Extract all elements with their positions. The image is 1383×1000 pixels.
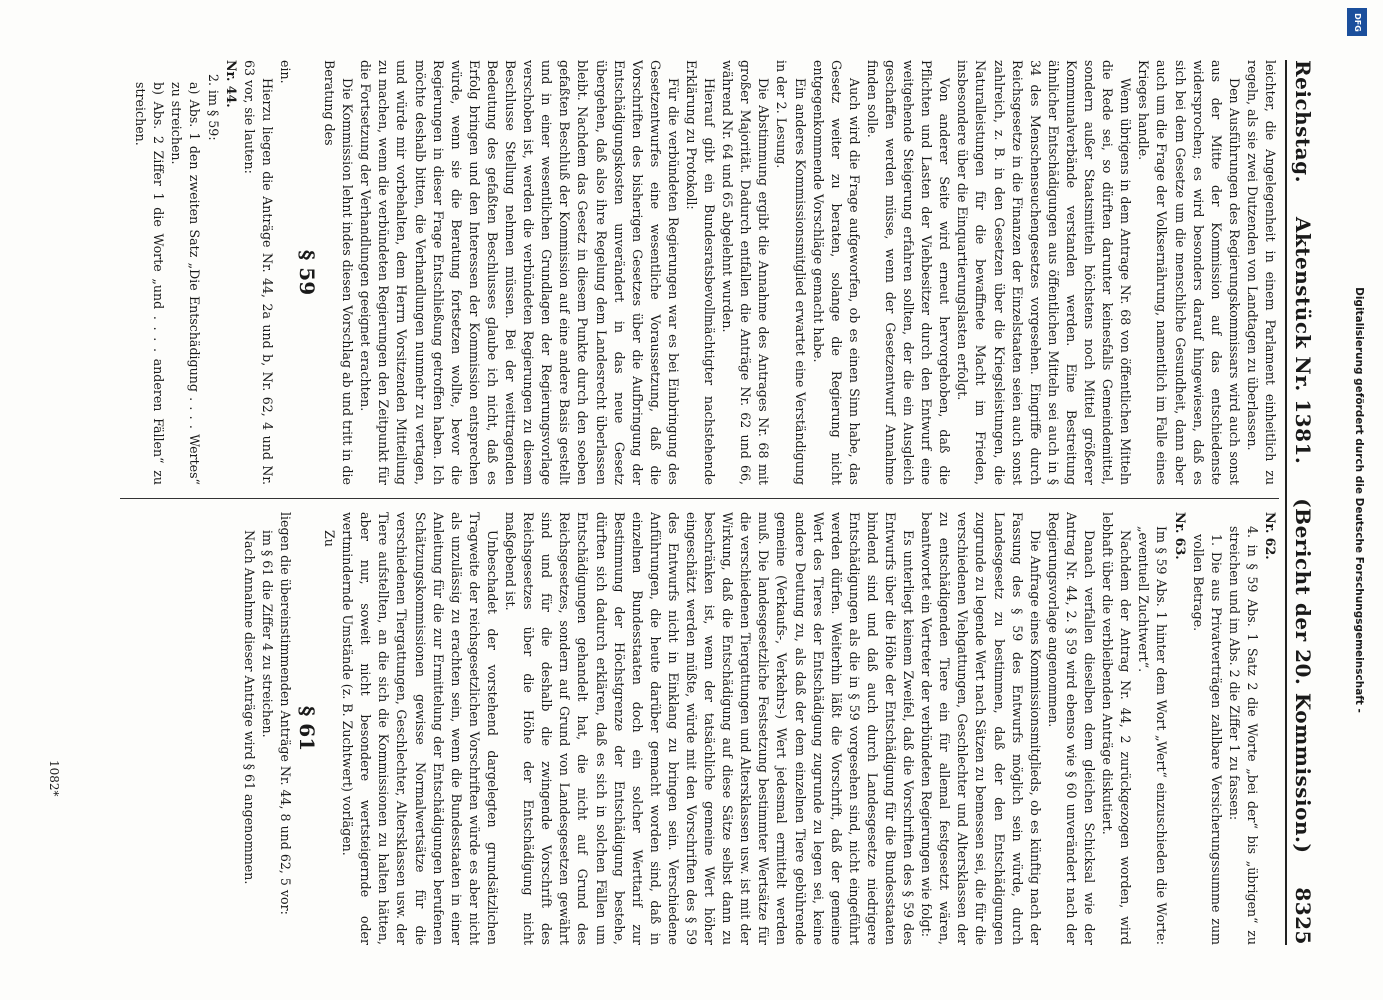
paragraph: Danach verfallen dieselben dem gleichen Schicksal wie der Antrag Nr. 44, 2. § 59 wird ebenso wie § 60 unverändert nach der Regierungsvorlage angenommen. xyxy=(1045,512,1098,945)
header-left: Reichstag. xyxy=(1291,60,1315,184)
header-right-title: (Bericht der 20. Kommission.) xyxy=(1291,498,1315,854)
paragraph: Die Anfrage eines Kommissionsmitglieds, ob es künftig nach der Fassung des § 59 des Entwurfs möglich sein würde, durch Landesgesetz zu bestimmen, daß der den Entschädigungen zugrunde zu legende Wert nach Sätzen zu bemessen sei, die für die verschiedenen Viehgattungen, Geschlechter und Altersklassen der zu entschädigenden Tiere ein für allemal festgesetzt wären, beantwortet ein Vertreter der verbündeten Regierungen wie folgt: xyxy=(919,512,1043,945)
paragraph: Die Kommission lehnt indes diesen Vorschlag ab und tritt in die Beratung des xyxy=(322,60,356,485)
paragraph: Es unterliegt keinem Zweifel, daß die Vorschriften des § 59 des Entwurfs über die Höhe der Entschädigung für die Bundesstaaten bindend sind und daß auch durch Landesgesetze niedrigere Entschädigungen als die in § 59 vorgesehen sind, nicht eingeführt werden dürfen. Weiterhin läßt die Vorschrift, daß der gemeine Wert des Tieres der Entschädigung zugrunde zu legen sei, keine andere Deutung zu, als daß der dem einzelnen Tiere gebührende gemeine (Verkaufs-, Verkehrs-) Wert jedesmal ermittelt werden muß. Die landesgesetzliche Festsetzung bestimmter Wertsätze für die verschiedenen Tiergattungen und Altersklassen usw. ist mit der Wirkung, daß die Entschädigung auf diese Sätze selbst dann zu beschränken ist, wenn der tatsächliche gemeine Wert höher eingeschätzt werden müßte, würde mit den Vorschriften des § 59 des Entwurfs nicht in Einklang zu bringen sein. Verschiedene Anführungen, die heute darüber gemacht worden sind, daß in einzelnen Bundesstaaten doch ein solcher Werttarif zur Bestimmung der Höchstgrenze der Entschädigung bestehe, dürften sich dadurch erklären, daß es sich in solchen Fällen um Entschädigungen gehandelt hat, die nicht auf Grund des Reichsgesetzes, sondern auf Grund von Landesgesetzen gewährt sind und für die deshalb die zwingende Vorschrift des Reichsgesetzes über die Höhe der Entschädigung nicht maßgebend ist. xyxy=(503,512,917,945)
motion-item: im § 61 die Ziffer 4 zu streichen. xyxy=(259,530,275,738)
paragraph: Nachdem der Antrag Nr. 44, 2 zurückgezogen worden, wird lebhaft über die verbleibenden Anträge diskutiert. xyxy=(1100,512,1134,945)
paragraph: Von anderer Seite wird erneut hervorgehoben, daß die Pflichten und Lasten der Viehbesitzer durch den Entwurf eine weitgehende Steigerung erfahren sollten, der die ein Ausgleich geschaffen werden müsse, wenn der Gesetzentwurf Annahme finden solle. xyxy=(864,60,953,485)
page-number: 8325 xyxy=(1291,887,1315,945)
digitization-note-text: Digitalisierung gefördert durch die Deutsche Forschungsgemeinschaft - xyxy=(1353,287,1365,713)
paragraph: Hierzu liegen die Anträge Nr. 44, 2a und b, Nr. 62, 4 und Nr. 63 vor, sie lauten: xyxy=(241,60,275,485)
motion-number: Nr. 62. xyxy=(1263,512,1278,560)
dfg-logo: DFG xyxy=(1347,8,1367,36)
column-divider xyxy=(120,498,1279,499)
paragraph: Auch wird die Frage aufgeworfen, ob es einen Sinn habe, das Gesetz weiter zu beraten, solange die Regierung nicht entgegenkommende Vorschläge gemacht habe. xyxy=(810,60,862,485)
page-header xyxy=(1285,60,1321,945)
paragraph: Wenn übrigens in dem Antrage Nr. 68 von öffentlichen Mitteln die Rede sei, so dürften darunter keinesfalls Gemeindemittel, sondern außer Staatsmitteln höchstens noch Mittel größerer Kommunalverbände verstanden werden. Eine Bestreitung ähnlicher Entschädigungen aus öffentlichen Mitteln sei auch in § 34 des Menschenseuchengesetzes vorgesehen. Eingriffe durch Reichsgesetze in die Finanzen der Einzelstaaten seien auch sonst zahlreich, z. B. in den Gesetzen über die Kriegsleistungen, die Naturalleistungen für die bewaffnete Macht im Frieden, insbesondere über die Einquartierungslasten erfolgt. xyxy=(955,60,1134,485)
paragraph: Zu xyxy=(322,530,338,547)
digitization-note xyxy=(1345,15,1373,985)
motion-item: 2. im § 59: xyxy=(205,74,221,141)
header-rule xyxy=(1285,60,1287,945)
right-column xyxy=(70,512,1279,945)
motion-item: 4. in § 59 Abs. 1 Satz 2 die Worte „bei der“ bis „übrigen“ zu streichen und im Abs. 2 die Ziffer 1 zu fassen: xyxy=(1226,526,1260,945)
motion-item: 1. Die aus Privatverträgen zahlbare Versicherungssumme zum vollen Betrage. xyxy=(1190,534,1224,945)
paragraph: Unbeschadet der vorstehend dargelegten grundsätzlichen Tragweite der reichsgesetzlichen Vorschriften würde es aber nicht als unzulässig zu erachten sein, wenn die Bundesstaaten in einer Anleitung für die zur Ermittelung der Entschädigungen berufenen Schätzungskommissionen gewisse Normalwertsätze für die verschiedenen Tiergattungen, Geschlechter, Altersklassen usw. der Tiere aufstellten, an die sich die Kommissionen zu halten hätten, aber nur, soweit nicht besondere wertsteigernde oder wertmindernde Umstände (z. B. Zuchtwert) vorlägen. xyxy=(340,512,500,945)
paragraph: Ein anderes Kommissionsmitglied erwartet eine Verständigung in der 2. Lesung. xyxy=(774,60,808,485)
motion-item: Im § 59 Abs. 1 hinter dem Wort „Wert“ einzuschieden die Worte: „eventuell Zuchtwert“. xyxy=(1136,526,1170,945)
section-heading-59: § 59 xyxy=(295,249,320,296)
paragraph: Die Abstimmung ergibt die Annahme des Antrages Nr. 68 mit großer Majorität. Dadurch entfallen die Anträge Nr. 62 und 66, während Nr. 64 und 65 abgelehnt wurden. xyxy=(720,60,772,485)
section-heading-61: § 61 xyxy=(295,705,320,752)
motion-item: b) Abs. 2 Ziffer 1 die Worte „und . . . . anderen Fällen“ zu streichen. xyxy=(133,82,167,485)
paragraph: Hierauf gibt ein Bundesratsbevollmächtigter nachstehende Erklärung zu Protokoll: xyxy=(684,60,718,485)
paragraph: ein. xyxy=(277,60,293,84)
paragraph: Nach Annahme dieser Anträge wird § 61 angenommen. xyxy=(241,530,257,885)
motion-item: a) Abs. 1 den zweiten Satz „Die Entschädigung . . . . Wertes“ zu streichen. xyxy=(169,82,203,485)
print-signature: 1082* xyxy=(47,760,61,797)
paragraph: leichter, die Angelegenheit in einem Parlament einheitlich zu regeln, als sie zwei Dutzenden von Landtagen zu überlassen. xyxy=(1244,60,1278,485)
paragraph: liegen die übereinstimmenden Anträge Nr. 44, 8 und 62, 5 vor: xyxy=(277,512,293,915)
paragraph: Den Ausführungen des Regierungskommissars wird auch sonst aus der Mitte der Kommission auf das entschiedenste widersprochen; es wird besonders darauf hingewiesen, daß es sich bei dem Gesetze um die menschliche Gesundheit, dann aber auch um die Frage der Volksernährung, namentlich im Falle eines Krieges handle. xyxy=(1136,60,1242,485)
paragraph: Für die verbündeten Regierungen war es bei Einbringung des Gesetzentwurfes eine wesentliche Voraussetzung, daß die Vorschriften des bisherigen Gesetzes über die Aufbringung der Entschädigungskosten unverändert in das neue Gesetz übergehen, daß also ihre Regelung dem Landesrecht überlassen bleibt. Nachdem das Gesetz in diesem Punkte durch den soeben gefaßten Beschluß der Kommission auf eine andere Basis gestellt und in einer wesentlichen Grundlagen der Regierungsvorlage verschoben ist, werden die verbündeten Regierungen zu diesem Beschlusse Stellung nehmen müssen. Bei der weittragenden Bedeutung des gefaßten Beschlusses glaube ich nicht, daß es Erfolg bringen und den Interessen der Kommission entsprechen würde, wenn sie die Beratung fortsetzen wollte, bevor die Regierungen in dieser Frage Entschließung getroffen haben. Ich möchte deshalb bitten, die Verhandlungen nunmehr zu vertagen, und würde mir vorbehalten, dem Herrn Vorsitzenden Mitteilung zu machen, wenn die verbündeten Regierungen den Zeitpunkt für die Fortsetzung der Verhandlungen geeignet erachten. xyxy=(358,60,681,485)
header-center: Aktenstück Nr. 1381. xyxy=(1291,216,1315,465)
left-column xyxy=(70,60,1279,485)
motion-number: Nr. 63. xyxy=(1172,512,1188,560)
motion-number: Nr. 44. xyxy=(223,60,239,108)
